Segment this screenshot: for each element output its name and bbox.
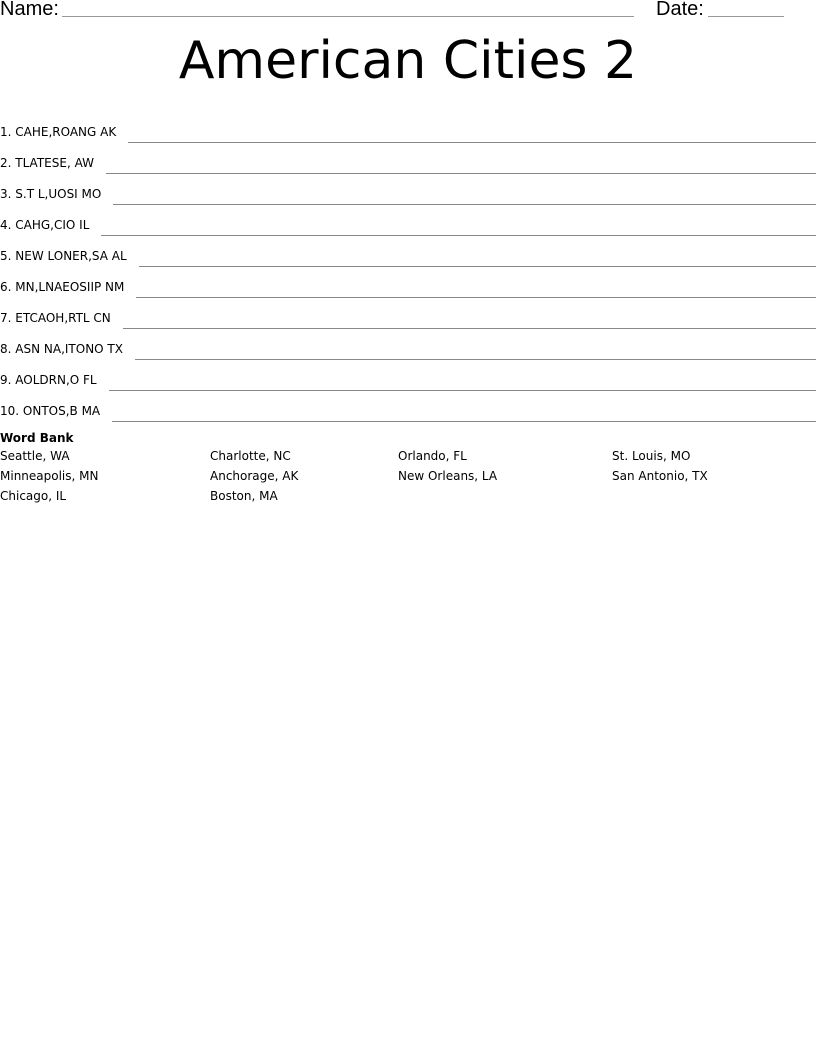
answer-line[interactable] <box>136 297 816 298</box>
question-text: 3. S.T L,UOSI MO <box>0 187 102 201</box>
word-bank-grid <box>0 448 816 508</box>
question-text: 4. CAHG,CIO IL <box>0 218 90 232</box>
question-row <box>0 174 816 205</box>
word-bank-item: Charlotte, NC <box>210 449 291 463</box>
question-text: 5. NEW LONER,SA AL <box>0 249 127 263</box>
answer-line[interactable] <box>106 173 816 174</box>
answer-line[interactable] <box>113 204 816 205</box>
name-label: Name: <box>0 0 59 20</box>
answer-line[interactable] <box>139 266 816 267</box>
answer-line[interactable] <box>128 142 816 143</box>
word-bank-item: Chicago, IL <box>0 489 67 503</box>
word-bank-item: Boston, MA <box>210 489 278 503</box>
question-row <box>0 112 816 143</box>
question-row <box>0 205 816 236</box>
question-text: 6. MN,LNAEOSIIP NM <box>0 280 125 294</box>
question-row <box>0 329 816 360</box>
question-row <box>0 391 816 422</box>
answer-line[interactable] <box>101 235 816 236</box>
question-row <box>0 267 816 298</box>
date-label: Date: <box>656 0 704 20</box>
word-bank-item: Seattle, WA <box>0 449 70 463</box>
question-row <box>0 360 816 391</box>
question-text: 8. ASN NA,ITONO TX <box>0 342 123 356</box>
question-row <box>0 298 816 329</box>
answer-line[interactable] <box>135 359 816 360</box>
word-bank-item: St. Louis, MO <box>612 449 691 463</box>
question-text: 10. ONTOS,B MA <box>0 404 101 418</box>
question-row <box>0 143 816 174</box>
question-text: 1. CAHE,ROANG AK <box>0 125 117 139</box>
page-title: American Cities 2 <box>178 31 638 91</box>
question-text: 9. AOLDRN,O FL <box>0 373 97 387</box>
question-list <box>0 112 816 422</box>
word-bank-item: Minneapolis, MN <box>0 469 99 483</box>
question-text: 2. TLATESE, AW <box>0 156 94 170</box>
word-bank-item: New Orleans, LA <box>398 469 498 483</box>
word-bank-item: San Antonio, TX <box>612 469 708 483</box>
answer-line[interactable] <box>123 328 816 329</box>
answer-line[interactable] <box>112 421 816 422</box>
word-bank-item: Anchorage, AK <box>210 469 299 483</box>
answer-line[interactable] <box>109 390 816 391</box>
word-bank <box>0 430 816 508</box>
header-row <box>0 0 816 24</box>
word-bank-title: Word Bank <box>0 431 74 445</box>
name-line[interactable] <box>62 16 634 17</box>
date-line[interactable] <box>708 16 784 17</box>
question-text: 7. ETCAOH,RTL CN <box>0 311 111 325</box>
word-bank-item: Orlando, FL <box>398 449 467 463</box>
question-row <box>0 236 816 267</box>
